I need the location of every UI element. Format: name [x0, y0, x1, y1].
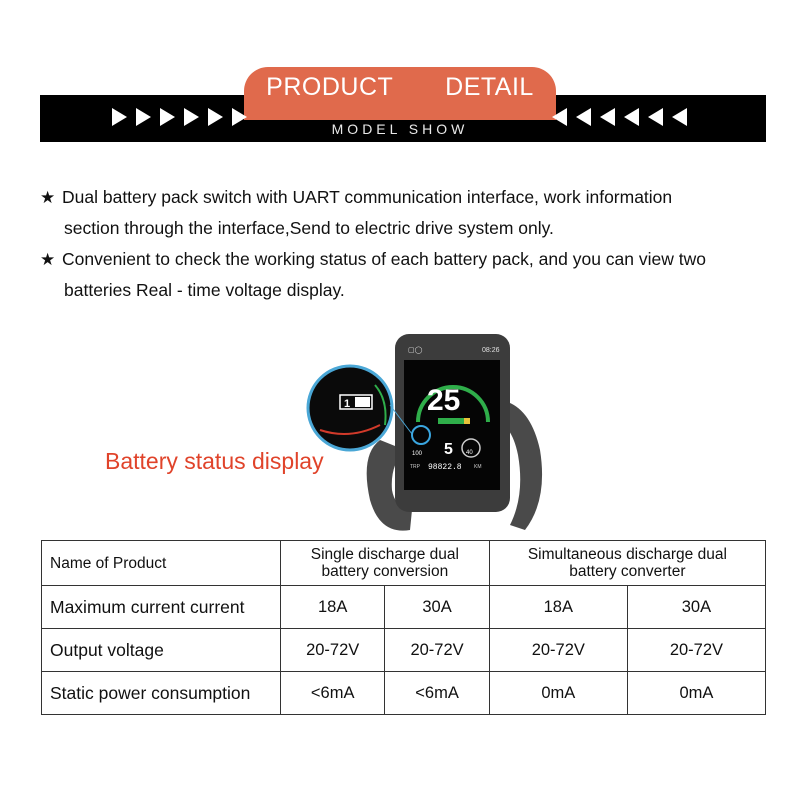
- feature-item: [40, 182, 780, 213]
- row-label: Static power consumption: [42, 672, 281, 715]
- header-group-single-line2: battery conversion: [321, 563, 449, 580]
- feature-item: [40, 244, 780, 275]
- table-header-row: [42, 541, 766, 586]
- table-cell: 30A: [627, 586, 765, 629]
- table-cell: 0mA: [627, 672, 765, 715]
- battery-bar: [438, 418, 464, 424]
- clock-text: 08:26: [482, 347, 500, 354]
- table-row: [42, 629, 766, 672]
- banner-subtitle: MODEL SHOW: [331, 121, 469, 137]
- table-cell: 18A: [281, 586, 385, 629]
- battery-bar-end: [464, 418, 470, 424]
- spec-table: [41, 540, 766, 715]
- feature-line: Convenient to check the working status of each battery pack, and you can view two: [62, 249, 706, 269]
- header-group-simultaneous-line1: Simultaneous discharge dual: [527, 546, 727, 563]
- header-group-single-line1: Single discharge dual: [310, 546, 459, 563]
- status-icons: ▢◯: [408, 347, 423, 354]
- table-cell: 30A: [385, 586, 489, 629]
- row-label: Output voltage: [42, 629, 281, 672]
- zoom-battery-fill: [355, 397, 370, 407]
- star-icon: ★: [40, 188, 56, 207]
- table-cell: 0mA: [489, 672, 627, 715]
- table-row: [42, 672, 766, 715]
- table-cell: 18A: [489, 586, 627, 629]
- star-icon: ★: [40, 250, 56, 269]
- distance-value: 98822.8: [428, 463, 462, 472]
- header-group-simultaneous-line2: battery converter: [569, 563, 686, 580]
- feature-list: [40, 182, 780, 306]
- header-name-of-product: Name of Product: [42, 541, 281, 586]
- banner-title: PRODUCT DETAIL: [266, 73, 534, 101]
- feature-line: Dual battery pack switch with UART communication interface, work information: [62, 187, 673, 207]
- left-arrows-icon: [552, 108, 694, 132]
- power-value: 40: [466, 450, 473, 456]
- table-row: [42, 586, 766, 629]
- product-image: [300, 330, 560, 540]
- gear-value: 5: [444, 441, 453, 458]
- percent-value: 100: [412, 451, 423, 457]
- feature-line-cont: batteries Real - time voltage display.: [64, 280, 345, 300]
- table-cell: 20-72V: [489, 629, 627, 672]
- table-cell: 20-72V: [281, 629, 385, 672]
- header-group-simultaneous: [489, 541, 765, 586]
- display-device-illustration: [300, 330, 560, 540]
- header-group-single: [281, 541, 490, 586]
- table-cell: 20-72V: [385, 629, 489, 672]
- speed-value: 25: [427, 384, 461, 417]
- zoom-badge: 1: [344, 398, 351, 410]
- banner-tab-base: [244, 110, 556, 120]
- feature-line-cont: section through the interface,Send to electric drive system only.: [64, 218, 554, 238]
- table-cell: 20-72V: [627, 629, 765, 672]
- row-label: Maximum current current: [42, 586, 281, 629]
- table-cell: <6mA: [385, 672, 489, 715]
- right-arrows-icon: [112, 108, 254, 132]
- battery-status-caption: Battery status display: [105, 448, 324, 474]
- unit-label: KM: [474, 464, 482, 470]
- trip-label: TRP: [410, 464, 420, 470]
- table-cell: <6mA: [281, 672, 385, 715]
